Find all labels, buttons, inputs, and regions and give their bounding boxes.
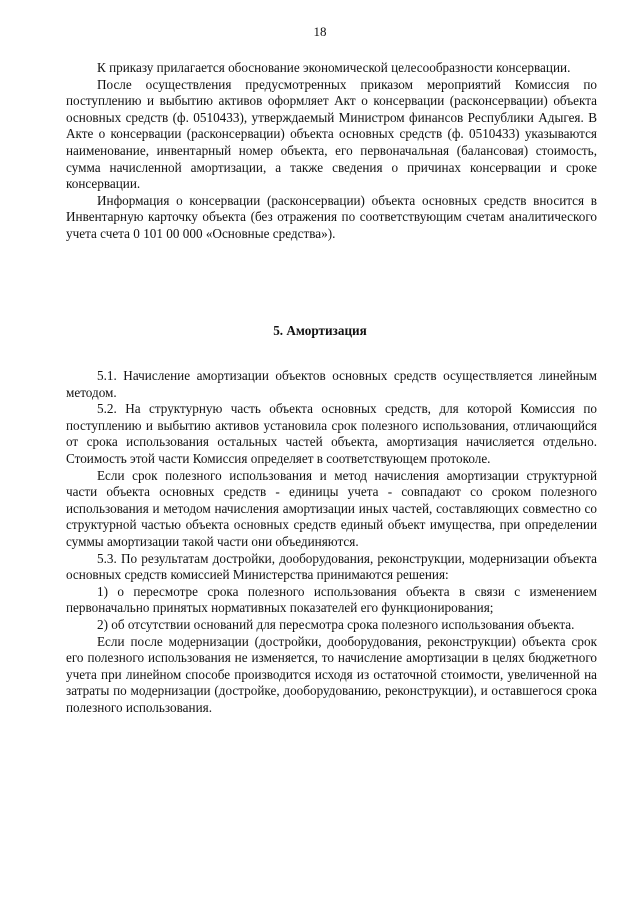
consignment-section-text	[66, 60, 597, 243]
paragraph: К приказу прилагается обоснование экономической целесообразности консервации.	[97, 60, 571, 75]
section-heading: 5. Амортизация	[273, 323, 367, 338]
amortization-section-text	[66, 368, 597, 716]
paragraph: Информация о консервации (расконсервации) объекта основных средств вносится в Инвентарную карточку объекта (без отражения по соответствующим счетам аналитического учета счета 0 101 00 000 «Основные средства»).	[66, 192, 597, 241]
paragraph: Если после модернизации (достройки, дооборудования, реконструкции) объекта срок его полезного использования не изменяется, то начисление амортизации в целях бюджетного учета при линейном способе производится исходя из остаточной стоимости, увеличенной на затраты по модернизации (достройке, дооборудованию, реконструкции), и оставшегося срока полезного использования.	[66, 633, 597, 715]
paragraph: 5.1. Начисление амортизации объектов основных средств осуществляется линейным методом.	[66, 368, 597, 400]
paragraph: 1) о пересмотре срока полезного использования объекта в связи с изменением первоначально принятых нормативных показателей его функционирования;	[66, 583, 597, 616]
page-number: 18	[313, 24, 327, 39]
paragraph: 5.2. На структурную часть объекта основных средств, для которой Комиссия по поступлению и выбытию активов установила срок полезного использования, отличающийся от срока использования остальных частей объекта, амортизация начисляется отдельно. Стоимость этой части Комиссия определяет в соответствующем протоколе.	[66, 401, 597, 466]
paragraph: 2) об отсутствии оснований для пересмотра срока полезного использования объекта.	[97, 616, 575, 632]
paragraph: После осуществления предусмотренных приказом мероприятий Комиссия по поступлению и выбытию активов оформляет Акт о консервации (расконсервации) объекта основных средств (ф. 0510433), утверждаемый Министром финансов Республики Адыгея. В Акте о консервации (расконсервации) объекта основных средств (ф. 0510433) указываются наименование, инвентарный номер объекта, его первоначальная (балансовая) стоимость, сумма начисленной амортизации, а также сведения о причинах консервации и сроке консервации.	[66, 76, 597, 192]
paragraph: Если срок полезного использования и метод начисления амортизации структурной части объекта основных средств - единицы учета - совпадают со сроком полезного использования и методом начисления амортизации иных частей, составляющих совместно со структурной частью объекта основных средств единый объект имущества, при определении суммы амортизации такой части они объединяются.	[66, 467, 597, 549]
paragraph: 5.3. По результатам достройки, дооборудования, реконструкции, модернизации объекта основных средств комиссией Министерства принимаются решения:	[66, 550, 597, 583]
